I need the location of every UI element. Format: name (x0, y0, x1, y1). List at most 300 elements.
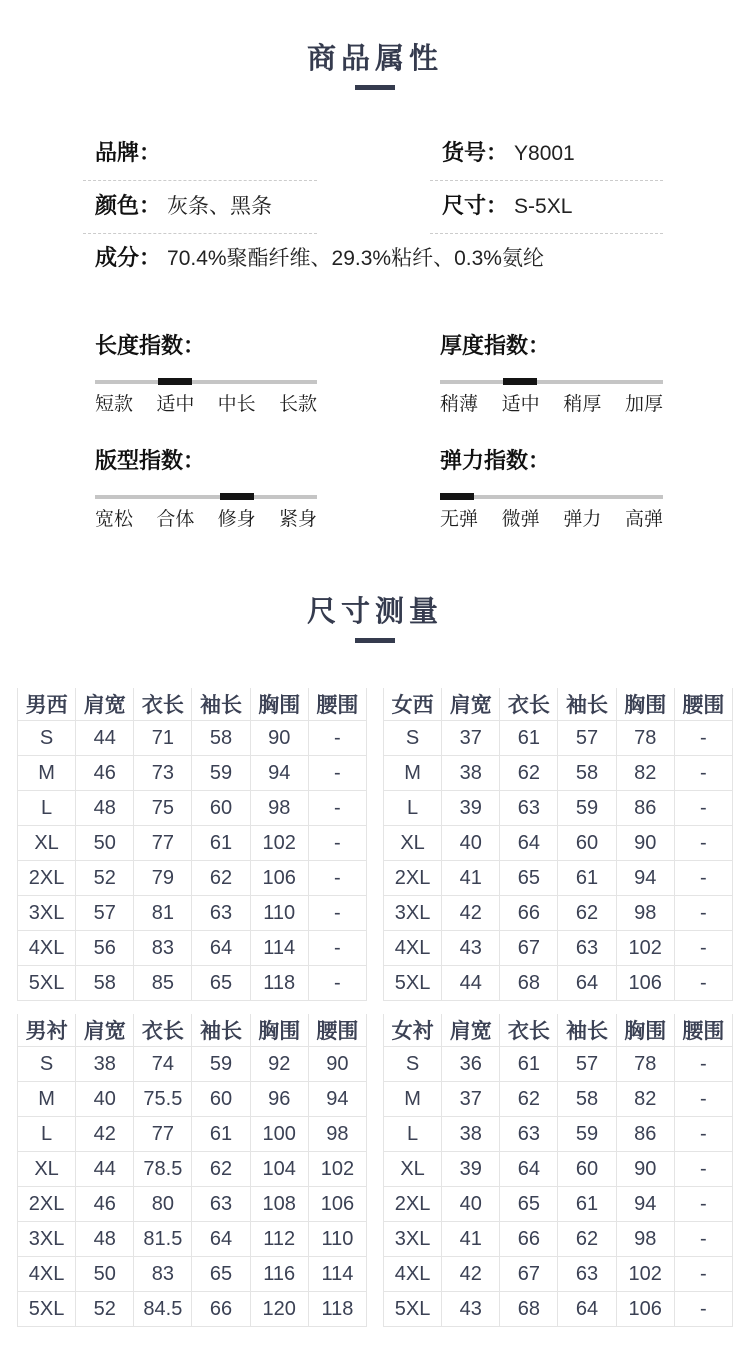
table-header-cell: 腰围 (674, 1014, 732, 1047)
table-row (384, 896, 733, 931)
table-cell: 65 (500, 1187, 558, 1222)
table-cell: 104 (250, 1152, 308, 1187)
table-row (384, 1257, 733, 1292)
table-row (384, 1292, 733, 1327)
table-header-row (18, 688, 367, 721)
table-cell: - (674, 721, 732, 756)
table-cell: 61 (500, 1047, 558, 1082)
table-cell: 63 (500, 791, 558, 826)
attr-row-color (83, 193, 317, 234)
table-row (18, 1187, 367, 1222)
attr-label-brand: 品牌： (95, 140, 162, 165)
table-cell: 57 (558, 721, 616, 756)
table-cell: 83 (134, 931, 192, 966)
table-header-cell: 胸围 (616, 1014, 674, 1047)
index-option-label: 微弹 (501, 509, 540, 530)
fit-index (95, 448, 317, 531)
table-cell: 60 (192, 1082, 250, 1117)
table-row (18, 1047, 367, 1082)
size-label-cell: XL (18, 1152, 76, 1187)
table-cell: 66 (192, 1292, 250, 1327)
table-cell: - (674, 1082, 732, 1117)
attr-label-color: 颜色： (95, 193, 162, 218)
table-cell: 64 (500, 826, 558, 861)
table-row (18, 1222, 367, 1257)
table-cell: 102 (308, 1152, 366, 1187)
table-cell: 67 (500, 931, 558, 966)
table-cell: 63 (192, 1187, 250, 1222)
index-option-label: 适中 (156, 394, 195, 415)
table-cell: - (308, 791, 366, 826)
table-cell: 102 (616, 1257, 674, 1292)
slider-bar (440, 493, 663, 500)
table-header-row (384, 1014, 733, 1047)
table-cell: 68 (500, 966, 558, 1001)
table-header-cell: 袖长 (192, 1014, 250, 1047)
table-header-cell: 腰围 (674, 688, 732, 721)
index-options (95, 509, 317, 531)
table-cell: 64 (558, 966, 616, 1001)
attr-label-size: 尺寸： (442, 193, 509, 218)
table-cell: - (308, 756, 366, 791)
table-cell: 71 (134, 721, 192, 756)
size-label-cell: 4XL (384, 931, 442, 966)
table-cell: - (308, 721, 366, 756)
size-label-cell: S (384, 721, 442, 756)
table-cell: - (674, 931, 732, 966)
table-name-cell: 女西 (384, 688, 442, 721)
table-cell: 112 (250, 1222, 308, 1257)
table-header-cell: 肩宽 (76, 688, 134, 721)
size-label-cell: 3XL (384, 896, 442, 931)
table-row (384, 966, 733, 1001)
table-row (384, 756, 733, 791)
table-cell: 61 (558, 861, 616, 896)
table-header-cell: 袖长 (192, 688, 250, 721)
table-row (18, 756, 367, 791)
slider-track (95, 495, 317, 499)
size-label-cell: 5XL (384, 966, 442, 1001)
index-option-label: 长款 (278, 394, 317, 415)
table-cell: 98 (616, 1222, 674, 1257)
index-option-label: 宽松 (95, 509, 134, 530)
slider-active-segment (440, 493, 474, 500)
size-label-cell: 3XL (18, 896, 76, 931)
table-cell: 50 (76, 826, 134, 861)
table-row (18, 1257, 367, 1292)
table-cell: 78 (616, 721, 674, 756)
table-cell: 48 (76, 791, 134, 826)
table-cell: 77 (134, 826, 192, 861)
table-cell: - (674, 1117, 732, 1152)
index-options (440, 509, 663, 531)
table-cell: 62 (500, 1082, 558, 1117)
size-label-cell: S (384, 1047, 442, 1082)
table-cell: 39 (442, 1152, 500, 1187)
attr-value-item-no: Y8001 (514, 142, 575, 165)
index-title: 厚度指数： (440, 333, 551, 358)
table-cell: 81.5 (134, 1222, 192, 1257)
attr-value-size: S-5XL (514, 195, 573, 218)
size-label-cell: 5XL (18, 966, 76, 1001)
table-row (18, 931, 367, 966)
table-cell: 106 (616, 1292, 674, 1327)
attr-row-size (430, 193, 663, 234)
slider-track (440, 380, 663, 384)
attr-row-brand (83, 140, 317, 181)
table-cell: 98 (616, 896, 674, 931)
table-cell: 59 (192, 756, 250, 791)
table-cell: 48 (76, 1222, 134, 1257)
attr-row-composition (95, 245, 750, 272)
table-cell: 75.5 (134, 1082, 192, 1117)
table-cell: 118 (308, 1292, 366, 1327)
size-label-cell: 4XL (18, 1257, 76, 1292)
table-cell: 42 (442, 1257, 500, 1292)
table-cell: 59 (558, 791, 616, 826)
table-cell: - (674, 1292, 732, 1327)
table-cell: 59 (192, 1047, 250, 1082)
table-row (18, 1292, 367, 1327)
table-cell: - (674, 756, 732, 791)
size-label-cell: XL (18, 826, 76, 861)
table-name-cell: 男衬 (18, 1014, 76, 1047)
size-label-cell: 2XL (18, 861, 76, 896)
size-label-cell: 3XL (18, 1222, 76, 1257)
table-cell: 46 (76, 1187, 134, 1222)
table-cell: 78.5 (134, 1152, 192, 1187)
table-row (384, 1152, 733, 1187)
size-label-cell: M (18, 1082, 76, 1117)
slider-active-segment (220, 493, 254, 500)
table-header-cell: 袖长 (558, 1014, 616, 1047)
table-cell: 102 (616, 931, 674, 966)
table-cell: 64 (192, 931, 250, 966)
table-row (18, 861, 367, 896)
table-cell: 80 (134, 1187, 192, 1222)
slider-track (95, 380, 317, 384)
table-cell: 94 (308, 1082, 366, 1117)
index-options (440, 394, 663, 416)
table-cell: 58 (192, 721, 250, 756)
table-cell: - (308, 931, 366, 966)
table-cell: 90 (250, 721, 308, 756)
table-header-cell: 衣长 (134, 1014, 192, 1047)
table-cell: 61 (500, 721, 558, 756)
table-cell: 83 (134, 1257, 192, 1292)
slider-active-segment (503, 378, 537, 385)
title-underline (355, 638, 395, 643)
table-row (18, 721, 367, 756)
index-title: 版型指数： (95, 448, 206, 473)
table-cell: 42 (442, 896, 500, 931)
table-cell: 66 (500, 896, 558, 931)
size-label-cell: 2XL (18, 1187, 76, 1222)
table-cell: 36 (442, 1047, 500, 1082)
index-option-label: 中长 (217, 394, 256, 415)
table-cell: 77 (134, 1117, 192, 1152)
table-row (18, 1152, 367, 1187)
size-table-mens-suit (17, 688, 367, 1001)
table-cell: 62 (500, 756, 558, 791)
index-option-label: 修身 (217, 509, 256, 530)
table-cell: - (308, 861, 366, 896)
table-name-cell: 女衬 (384, 1014, 442, 1047)
table-cell: 63 (558, 931, 616, 966)
length-index (95, 333, 317, 416)
table-row (384, 721, 733, 756)
table-cell: - (308, 826, 366, 861)
table-cell: 60 (558, 1152, 616, 1187)
table-cell: 90 (616, 826, 674, 861)
table-cell: 43 (442, 931, 500, 966)
table-cell: 74 (134, 1047, 192, 1082)
index-option-label: 弹力 (563, 509, 602, 530)
size-label-cell: L (18, 1117, 76, 1152)
index-option-label: 紧身 (278, 509, 317, 530)
table-cell: 60 (192, 791, 250, 826)
table-cell: 56 (76, 931, 134, 966)
table-cell: 40 (442, 1187, 500, 1222)
size-label-cell: S (18, 1047, 76, 1082)
attributes-grid (83, 140, 750, 234)
table-cell: - (674, 791, 732, 826)
size-label-cell: L (384, 791, 442, 826)
table-cell: 94 (616, 1187, 674, 1222)
table-cell: 42 (76, 1117, 134, 1152)
size-label-cell: L (384, 1117, 442, 1152)
table-cell: 41 (442, 861, 500, 896)
table-row (384, 791, 733, 826)
table-cell: 84.5 (134, 1292, 192, 1327)
table-cell: 114 (308, 1257, 366, 1292)
slider-bar (440, 378, 663, 385)
slider-bar (95, 378, 317, 385)
attr-value-color: 灰条、黑条 (167, 195, 273, 218)
table-header-cell: 肩宽 (442, 688, 500, 721)
size-label-cell: M (18, 756, 76, 791)
size-label-cell: 5XL (384, 1292, 442, 1327)
size-table-womens-shirt (383, 1014, 733, 1327)
table-header-cell: 袖长 (558, 688, 616, 721)
index-option-label: 稍薄 (440, 394, 479, 415)
table-cell: - (308, 966, 366, 1001)
index-title: 长度指数： (95, 333, 206, 358)
table-cell: - (674, 826, 732, 861)
attr-label-item-no: 货号： (442, 140, 509, 165)
table-cell: 86 (616, 791, 674, 826)
size-table-mens-shirt (17, 1014, 367, 1327)
table-row (384, 1047, 733, 1082)
table-cell: 62 (558, 1222, 616, 1257)
table-header-cell: 肩宽 (442, 1014, 500, 1047)
thickness-index (440, 333, 663, 416)
table-cell: 39 (442, 791, 500, 826)
table-cell: 66 (500, 1222, 558, 1257)
table-row (18, 826, 367, 861)
table-header-cell: 衣长 (500, 1014, 558, 1047)
table-cell: 81 (134, 896, 192, 931)
table-cell: 61 (192, 826, 250, 861)
size-label-cell: 2XL (384, 1187, 442, 1222)
table-cell: 68 (500, 1292, 558, 1327)
page-title-attributes: 商品属性 (306, 43, 443, 75)
table-header-cell: 胸围 (250, 1014, 308, 1047)
size-label-cell: M (384, 1082, 442, 1117)
table-cell: 37 (442, 721, 500, 756)
title-underline (355, 85, 395, 90)
table-cell: 37 (442, 1082, 500, 1117)
table-cell: 64 (500, 1152, 558, 1187)
table-cell: 63 (500, 1117, 558, 1152)
table-cell: 60 (558, 826, 616, 861)
table-cell: 100 (250, 1117, 308, 1152)
table-cell: 110 (308, 1222, 366, 1257)
table-cell: 46 (76, 756, 134, 791)
table-cell: 64 (192, 1222, 250, 1257)
size-label-cell: 4XL (18, 931, 76, 966)
table-cell: 98 (308, 1117, 366, 1152)
table-row (18, 1117, 367, 1152)
table-row (384, 1187, 733, 1222)
table-cell: - (674, 1257, 732, 1292)
table-cell: 64 (558, 1292, 616, 1327)
table-header-cell: 腰围 (308, 1014, 366, 1047)
index-option-label: 适中 (501, 394, 540, 415)
table-cell: 57 (558, 1047, 616, 1082)
table-header-cell: 胸围 (250, 688, 308, 721)
index-title: 弹力指数： (440, 448, 551, 473)
table-cell: 106 (616, 966, 674, 1001)
table-cell: 61 (192, 1117, 250, 1152)
table-cell: 65 (500, 861, 558, 896)
table-cell: 73 (134, 756, 192, 791)
table-cell: 85 (134, 966, 192, 1001)
table-cell: - (308, 896, 366, 931)
table-row (384, 1082, 733, 1117)
table-cell: - (674, 861, 732, 896)
size-label-cell: 5XL (18, 1292, 76, 1327)
table-cell: 106 (308, 1187, 366, 1222)
index-option-label: 加厚 (624, 394, 663, 415)
table-cell: 90 (616, 1152, 674, 1187)
table-cell: 62 (192, 1152, 250, 1187)
table-cell: 59 (558, 1117, 616, 1152)
table-cell: 98 (250, 791, 308, 826)
table-cell: 92 (250, 1047, 308, 1082)
table-cell: - (674, 1222, 732, 1257)
table-cell: 116 (250, 1257, 308, 1292)
table-row (384, 931, 733, 966)
size-label-cell: L (18, 791, 76, 826)
table-cell: 96 (250, 1082, 308, 1117)
table-row (18, 1082, 367, 1117)
table-cell: 38 (76, 1047, 134, 1082)
index-option-label: 无弹 (440, 509, 479, 530)
indices-grid (95, 333, 750, 531)
attr-value-composition: 70.4%聚酯纤维、29.3%粘纤、0.3%氨纶 (167, 247, 544, 270)
table-cell: 82 (616, 756, 674, 791)
table-cell: 38 (442, 1117, 500, 1152)
index-option-label: 高弹 (624, 509, 663, 530)
size-label-cell: XL (384, 1152, 442, 1187)
table-cell: - (674, 1187, 732, 1222)
index-option-label: 短款 (95, 394, 134, 415)
table-cell: 79 (134, 861, 192, 896)
table-cell: - (674, 966, 732, 1001)
size-label-cell: M (384, 756, 442, 791)
attr-row-item-no (430, 140, 663, 181)
table-cell: 44 (442, 966, 500, 1001)
table-cell: 61 (558, 1187, 616, 1222)
table-row (18, 896, 367, 931)
table-cell: 82 (616, 1082, 674, 1117)
size-label-cell: 4XL (384, 1257, 442, 1292)
table-cell: 38 (442, 756, 500, 791)
table-cell: 65 (192, 1257, 250, 1292)
index-options (95, 394, 317, 416)
table-header-cell: 胸围 (616, 688, 674, 721)
attr-label-composition: 成分： (95, 245, 162, 270)
table-cell: 57 (76, 896, 134, 931)
table-cell: 62 (192, 861, 250, 896)
table-cell: 52 (76, 1292, 134, 1327)
table-cell: 41 (442, 1222, 500, 1257)
size-label-cell: S (18, 721, 76, 756)
table-cell: 63 (192, 896, 250, 931)
table-header-row (18, 1014, 367, 1047)
table-cell: 75 (134, 791, 192, 826)
table-cell: - (674, 1152, 732, 1187)
table-cell: 63 (558, 1257, 616, 1292)
table-cell: 58 (558, 1082, 616, 1117)
size-label-cell: XL (384, 826, 442, 861)
table-cell: 90 (308, 1047, 366, 1082)
table-cell: 43 (442, 1292, 500, 1327)
index-option-label: 合体 (156, 509, 195, 530)
table-row (18, 966, 367, 1001)
table-cell: 65 (192, 966, 250, 1001)
table-cell: 94 (250, 756, 308, 791)
table-row (384, 1222, 733, 1257)
size-table-womens-suit (383, 688, 733, 1001)
table-row (384, 826, 733, 861)
table-cell: 52 (76, 861, 134, 896)
table-header-row (384, 688, 733, 721)
table-cell: 40 (442, 826, 500, 861)
table-cell: 102 (250, 826, 308, 861)
table-cell: 120 (250, 1292, 308, 1327)
table-row (384, 861, 733, 896)
slider-bar (95, 493, 317, 500)
table-cell: 108 (250, 1187, 308, 1222)
elasticity-index (440, 448, 663, 531)
table-header-cell: 衣长 (500, 688, 558, 721)
table-cell: 106 (250, 861, 308, 896)
table-row (18, 791, 367, 826)
table-cell: 114 (250, 931, 308, 966)
table-cell: 86 (616, 1117, 674, 1152)
table-cell: 40 (76, 1082, 134, 1117)
size-label-cell: 3XL (384, 1222, 442, 1257)
table-name-cell: 男西 (18, 688, 76, 721)
table-header-cell: 腰围 (308, 688, 366, 721)
table-header-cell: 肩宽 (76, 1014, 134, 1047)
table-cell: 44 (76, 721, 134, 756)
table-cell: 44 (76, 1152, 134, 1187)
index-option-label: 稍厚 (563, 394, 602, 415)
table-cell: 58 (558, 756, 616, 791)
